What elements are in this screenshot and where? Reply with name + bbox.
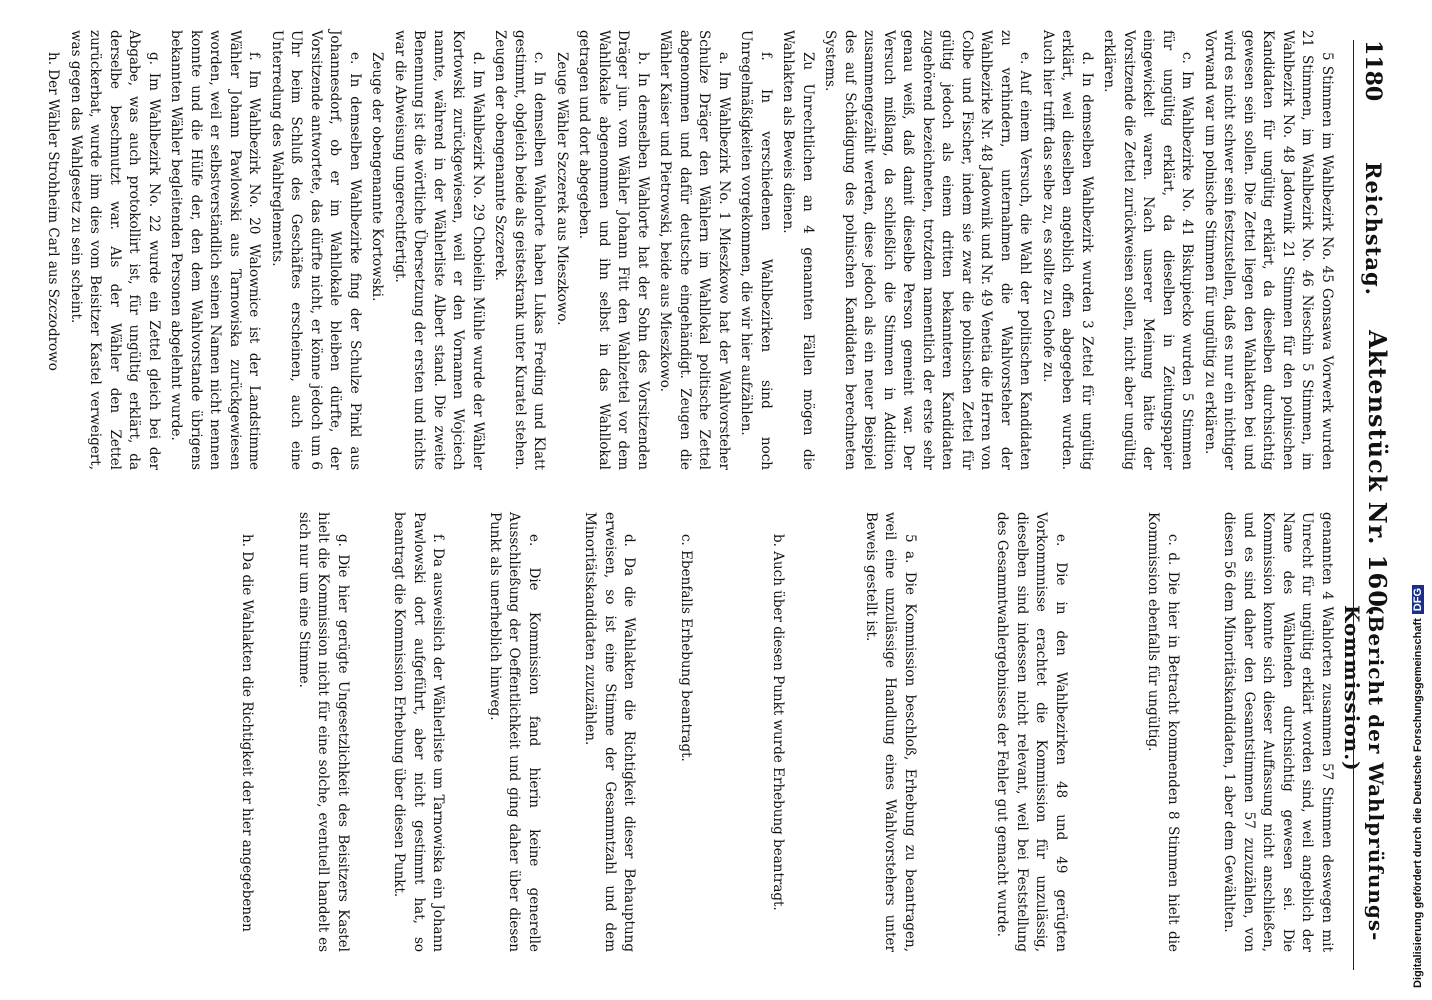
paragraph-spacer	[1070, 512, 1140, 952]
dfg-logo: DFG	[1412, 585, 1424, 614]
right-paragraph: e. Die Kommission fand hierin keine generelle Ausschließung der Oeffentlichkeit und ging daher über diesen Punkt als unerheblich hinweg.	[487, 512, 542, 952]
left-paragraph: Zeuge der obengenannte Kortowski.	[369, 52, 386, 302]
page-number: 1180	[1360, 40, 1386, 102]
left-paragraph: Zu Unrechtlichen an 4 genannten Fällen mögen die Wahlakten als Beweis dienen.	[780, 30, 816, 470]
document-subtitle: (Bericht der Wahlprüfungs-Kommission.)	[1340, 605, 1388, 942]
header-rule	[1353, 40, 1354, 970]
paragraph-spacer	[1182, 512, 1216, 952]
left-paragraph: c. Im Wahlbezirke No. 41 Biskupiecko wurden 5 Stimmen für ungültig erklärt, da dieselben in Zeitungspapier eingewickelt waren. Nach unserer Meinung hätte der Vorsitzende die Zettel zurückweisen sollen, nicht aber ungültig erklären.	[1101, 30, 1196, 470]
right-paragraph: c. d. Die hier in Betracht kommenden 8 Stimmen hielt die Kommission ebenfalls für ungültig.	[1145, 512, 1181, 952]
left-paragraph: g. Im Wahlbezirk No. 22 wurde ein Zettel gleich bei der Abgabe, was auch protokollirt ist, für ungültig erklärt, da derselbe beschmutzt war. Als der Wähler den Zettel zurückerbat, wurde ihm dies vom Beisitzer Kastel verweigert, was gegen das Wahlgesetz zu sein scheint.	[68, 30, 162, 470]
document-title: Aktenstück Nr. 160.	[1363, 330, 1392, 618]
left-paragraph: a. Im Wahlbezirk No. 1 Mieszkowo hat der Wahlvorsteher Schulze Dräger den Wählern im Wahllokal politische Zettel abgenommen und dafür deutsche eingehändigt. Zeugen die Wähler Kaiser und Pietrowski, beide aus Mieszkowo.	[657, 30, 732, 470]
left-paragraph: h. Der Wähler Strohheim Carl aus Szczodrowo	[45, 52, 62, 371]
left-paragraph: Zeuge Wähler Szczerek aus Mieszkowo.	[554, 52, 570, 326]
left-text-column	[40, 30, 1336, 470]
paragraph-spacer	[448, 512, 482, 952]
right-paragraph: d. Da die Wahlakten die Richtigkeit dieser Behauptung erweisen, so ist eine Stimme der Gesammtzahl und dem Minoritätskandidaten zuzuzählen.	[582, 512, 638, 952]
paragraph-spacer	[919, 512, 989, 952]
left-paragraph: c. In demselben Wahlorte haben Lukas Freding und Klatt gestimmt, obgleich beide als geisteskrank unter Kuratel stehen. Zeugen der obengenannte Szczerek.	[492, 30, 548, 470]
left-paragraph: 5 Stimmen im Wahlbezirk No. 45 Gonsawa Vorwerk wurden 21 Stimmen, im Wahlbezirk No. 46 Nieschin 5 Stimmen, im Wahlbezirk No. 48 Jadownik 21 Stimmen für den polnischen Kandidaten für ungültig erklärt, da dieselben durchsichtig gewesen sein sollen. Die Zettel liegen den Wahlakten bei und wird es nicht schwer sein festzustellen, daß es nur ein nichtiger Vorwand war um polnische Stimmen für ungültig zu erklären.	[1202, 30, 1335, 470]
right-paragraph: g. Die hier gerügte Ungesetzlichkeit des Beisitzers Kastel hielt die Kommission nicht für eine solche, eventuell handelt es sich nur um eine Stimme.	[296, 512, 351, 952]
paragraph-spacer	[788, 512, 858, 952]
paragraph-spacer	[257, 512, 291, 952]
left-paragraph: f. Im Wahlbezirk No. 20 Walownice ist der Landstimme Wähler Johann Pawlowski aus Tarnowiska zurückgewiesen worden, weil er selbstverständlich seinen Namen nicht nennen konnte und die Hülfe der, den dem Wahlvorstande übrigens bekannten Wähler begleitenden Personen abgelehnt wurde.	[168, 30, 263, 470]
left-paragraph: e. In demselben Wahlbezirke fing der Schulze Pinkl aus Johannesdorf, ob er im Wahllokale bleiben dürfte, der Vorsitzende antwortete, das dürfte nicht, er könne jedoch um 6 Uhr beim Schluß des Geschäftes erscheinen, auch eine Unterredung des Wahlreglements.	[269, 30, 363, 470]
right-paragraph: h. Da die Wahlakten die Richtigkeit der hier angegebenen	[239, 534, 256, 932]
left-paragraph: f. In verschiedenen Wahlbezirken sind noch Unregelmäßigkeiten vorgekommen, die wir hier aufzählen.	[738, 30, 774, 470]
running-head: Reichstag.	[1361, 162, 1386, 296]
page-header	[1340, 30, 1410, 970]
right-paragraph: b. Auch über diesen Punkt wurde Erhebung beantragt.	[770, 534, 787, 911]
dfg-stamp	[1411, 12, 1431, 988]
paragraph-spacer	[352, 512, 386, 952]
right-text-column	[234, 512, 1336, 952]
right-paragraph: 5 a. Die Kommission beschloß, Erhebung zu beantragen, weil eine unzulässige Handlung eines Wahlvorstehers unter Beweis gestellt ist.	[863, 512, 918, 952]
left-paragraph: b. In demselben Wahlorte hat der Sohn des Vorsitzenden Dräger jun. vom Wähler Johann Fitt den Wahlzettel vor dem Wahllokale abgenommen und ihn selbst in das Wahllokal getragen und dort abgegeben.	[576, 30, 651, 470]
paragraph-spacer	[695, 512, 765, 952]
stamp-text: Digitalisierung gefördert durch die Deutsche Forschungsgemeinschaft	[1412, 618, 1424, 988]
paragraph-spacer	[543, 512, 577, 952]
left-paragraph: d. In demselben Wahlbezirk wurden 3 Zettel für ungültig erklärt, weil dieselben angeblich offen abgegeben wurden. Auch hier trifft das selbe zu, es sollte zu Gehofe zu.	[1040, 30, 1095, 470]
left-paragraph: d. Im Wahlbezirk No. 29 Chobielin Mühle wurde der Wähler Kortowski zurückgewiesen, weil er den Vornamen Wojciech nannte, während in der Wählerliste Albert stand. Die zweite Benennung ist die wörtliche Übersetzung der ersten und nichts war die Abweisung ungerechtfertigt.	[392, 30, 486, 470]
right-paragraph: f. Da ausweislich der Wählerliste um Tarnowiska ein Johann Pawlowski dort aufgeführt, aber nicht gestimmt hat, so beantragt die Kommission Erhebung über diesen Punkt.	[391, 512, 447, 952]
right-paragraph: e. Die in den Wahlbezirken 48 und 49 gerügten Vorkommnisse erachtet die Kommission für unzulässig, dieselben sind indessen nicht relevant, weil bei Feststellung des Gesammtwahlergebnisses der Fehler gut gemacht wurde.	[994, 512, 1069, 952]
left-paragraph: e. Auf einem Versuch, die Wahl der politischen Kandidaten zu verhindern, unternahmen die Wahlvorsteher der Wahlbezirke Nr. 48 Jadownik und Nr. 49 Venetia die Herren von Colbe und Fischer, indem sie zwar die polnischen Zettel für gültig jedoch als einem dritten bekannteren Kandidaten zugehörend bezeichneten, trotzdem namentlich der erste sehr genau weiß, daß damit dieselbe Person gemeint war. Der Versuch mißlang, da schließlich die Stimmen in Addition zusammengezählt werden, diese jedoch als ein neuer Beispiel des auf Schädigung des polnischen Kandidaten berechneten Systems.	[822, 30, 1034, 470]
right-paragraph: c. Ebenfalls Erhebung beantragt.	[678, 534, 694, 762]
paragraph-spacer	[639, 512, 673, 952]
right-paragraph: genannten 4 Wahlorten zusammen 57 Stimmen deswegen mit Unrecht für ungültig erklärt worden sind, weil angeblich der Name des Wählenden durchsichtig gewesen sei. Die Kommission konnte sich dieser Auffassung nicht anschließen, und es sind daher den Gesamtstimmen 57 zuzuzählen, von diesen 56 dem Minoritätskandidaten, 1 aber dem Gewählten.	[1221, 512, 1335, 952]
